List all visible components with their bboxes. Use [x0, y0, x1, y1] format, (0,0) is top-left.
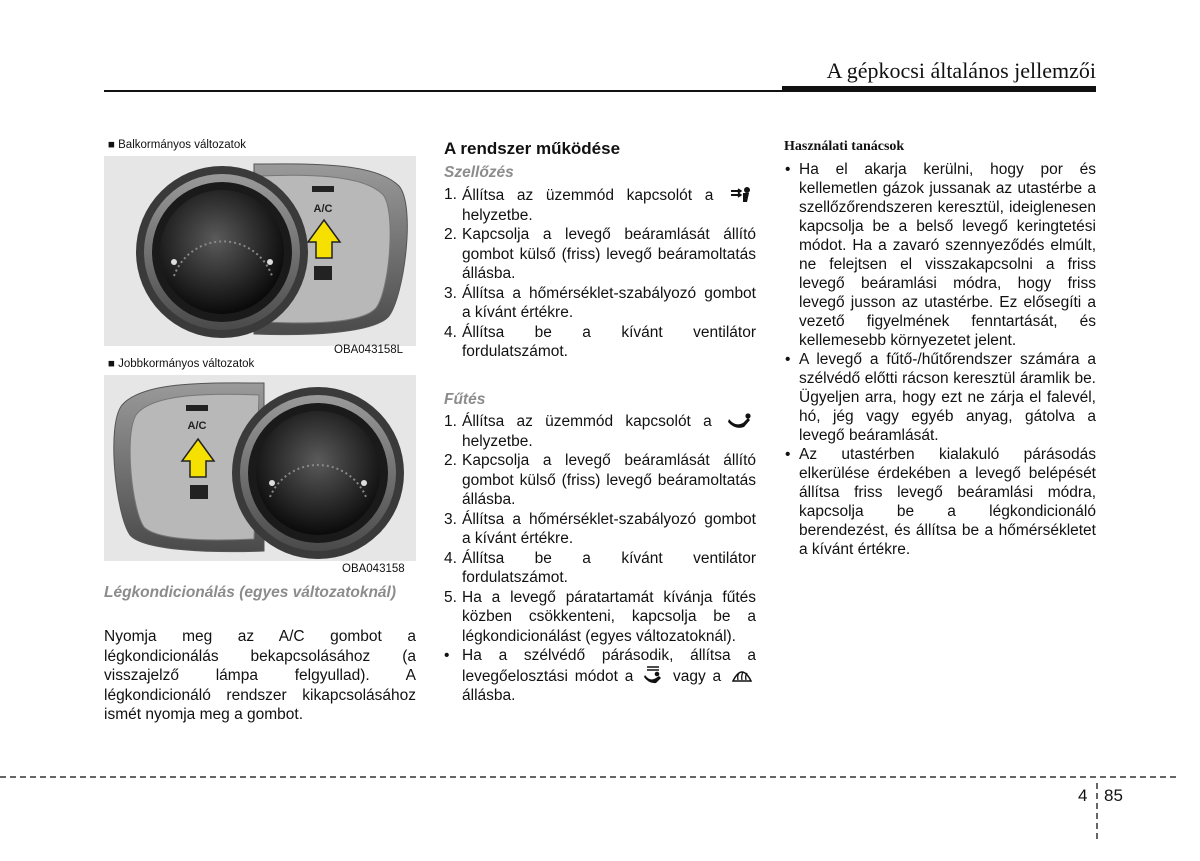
ventilation-steps: [444, 185, 756, 362]
ac-paragraph: Nyomja meg az A/C gombot a légkondicionálás bekapcsolásához (a visszajelző lámpa felgyullad). A légkondicionáló rendszer kikapcsolásához ismét nyomja meg a gombot.: [104, 628, 416, 723]
footer-dashed-divider: [1096, 783, 1098, 839]
ac-label: A/C: [313, 203, 333, 215]
figure-code-rhd: OBA043158: [342, 563, 405, 575]
figure-rhd-climate-panel: [104, 375, 416, 561]
climate-knob-lhd-illustration: [104, 156, 416, 346]
face-vent-mode-icon: [729, 185, 753, 203]
tips-title: Használati tanácsok: [784, 139, 905, 154]
windshield-defrost-icon: [731, 666, 753, 684]
figure-caption-lhd: ■ Balkormányos változatok: [108, 139, 246, 151]
list-item: 2. Kapcsolja a levegő beáramlását állító gombot külső (friss) levegő beáramoltatás állásba.: [444, 452, 756, 508]
list-item: 5. Ha a levegő páratartamát kívánja fűtés közben csökkenteni, kapcsolja be a légkondicionálást (egyes változatoknál).: [444, 588, 756, 645]
tips-list: [784, 160, 1096, 559]
header-bar: [782, 86, 1096, 91]
list-item: 4. Állítsa be a kívánt ventilátor fordulatszámot.: [444, 323, 756, 360]
floor-defrost-mode-icon: [643, 666, 663, 684]
list-item: 4. Állítsa be a kívánt ventilátor fordulatszámot.: [444, 549, 756, 586]
list-item: • Ha el akarja kerülni, hogy por és kellemetlen gázok jussanak az utastérbe a szellőzőrendszeren keresztül, ideiglenesen kapcsolja be a belső levegő keringtetési módot. Ha a zavaró szennyeződés elmúlt, ne felejtsen el visszakapcsolni a friss levegő beáramlási módra, hogy friss levegő jusson az utastérbe. Ez elősegíti a vezető figyelmének fenntartását, és kellemesebb környezetet jelent.: [784, 160, 1096, 350]
list-item: 1. Állítsa az üzemmód kapcsolót a helyzetbe.: [444, 412, 756, 451]
ventilation-heading: Szellőzés: [444, 164, 514, 181]
list-item: • Az utastérben kialakuló párásodás elkerülése érdekében a levegő belépését állítsa friss levegő beáramlási módra, kapcsolja be a légkondicionáló berendezést, és állítsa be a hőmérsékletet a kívánt értékre.: [784, 445, 1096, 559]
page-header-title: A gépkocsi általános jellemzői: [826, 58, 1096, 83]
climate-knob-rhd-illustration: [104, 375, 416, 561]
list-item: • Ha a szélvédő párásodik, állítsa a levegőelosztási módot a vagy a állásba.: [444, 647, 756, 704]
figure-lhd-climate-panel: [104, 156, 416, 346]
heating-steps: [444, 412, 756, 706]
ac-label: A/C: [187, 420, 207, 432]
heating-heading: Fűtés: [444, 391, 486, 408]
list-item: 1. Állítsa az üzemmód kapcsolót a helyzetbe.: [444, 185, 756, 225]
footer-dashed-rule: [0, 776, 1176, 778]
figure-caption-rhd: ■ Jobbkormányos változatok: [108, 358, 255, 370]
page-number: 85: [1104, 786, 1123, 805]
floor-vent-mode-icon: [727, 413, 753, 429]
list-item: • A levegő a fűtő-/hűtőrendszer számára a szélvédő előtti rácson keresztül áramlik be. Ügyeljen arra, hogy ezt ne zárja el falevél, hó, jég vagy egyéb anyag, gátolva a levegő beáramlását.: [784, 350, 1096, 445]
list-item: 2. Kapcsolja a levegő beáramlását állító gombot külső (friss) levegő beáramoltatás állásba.: [444, 226, 756, 282]
list-item: 3. Állítsa a hőmérséklet-szabályozó gombot a kívánt értékre.: [444, 284, 756, 321]
section-title: A rendszer működése: [444, 139, 621, 158]
ac-heading: Légkondicionálás (egyes változatoknál): [104, 584, 396, 601]
figure-code-lhd: OBA043158L: [334, 344, 404, 356]
list-item: 3. Állítsa a hőmérséklet-szabályozó gombot a kívánt értékre.: [444, 510, 756, 547]
chapter-number: 4: [1078, 786, 1088, 805]
